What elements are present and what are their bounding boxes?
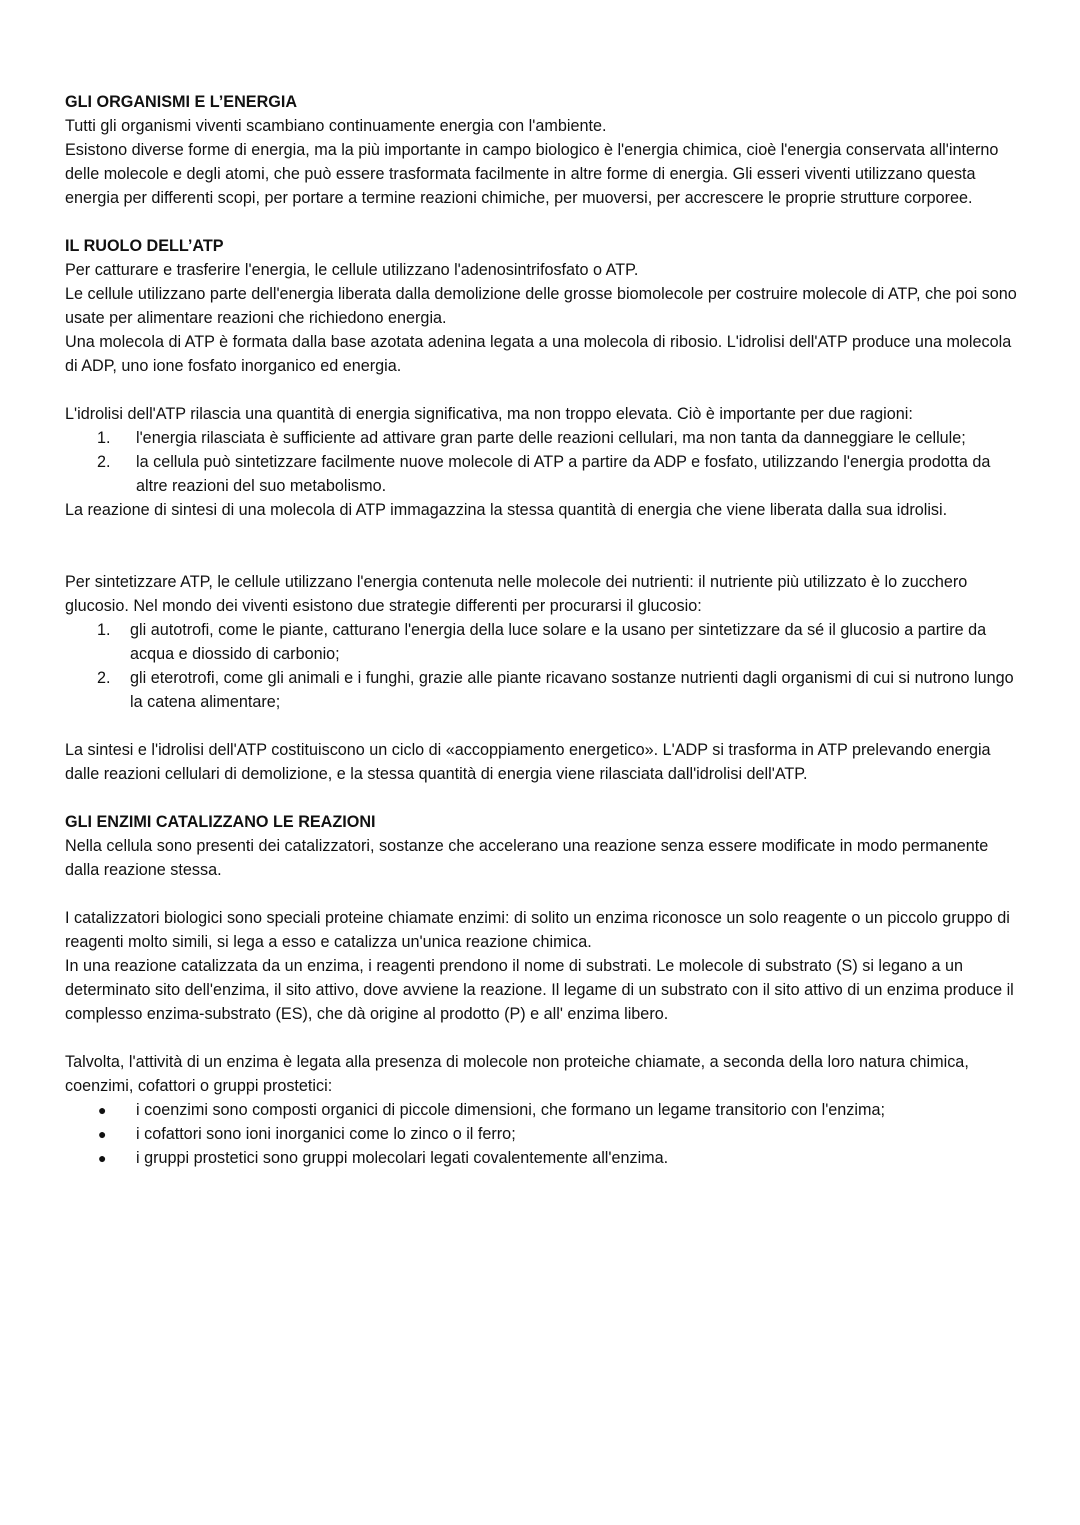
numbered-list xyxy=(65,618,1025,714)
document-page xyxy=(65,90,1025,1170)
spacer xyxy=(65,882,1025,906)
list-number: 1. xyxy=(97,621,111,639)
list-item-text: la cellula può sintetizzare facilmente nuove molecole di ATP a partire da ADP e fosfato, utilizzando l'energia prodotta da altre reazioni del suo metabolismo. xyxy=(136,453,991,495)
paragraph: I catalizzatori biologici sono speciali proteine chiamate enzimi: di solito un enzima riconosce un solo reagente o un piccolo gruppo di reagenti molto simili, si lega a esso e catalizza un'unica reazione chimica. xyxy=(65,909,1010,951)
list-number: 2. xyxy=(97,453,111,471)
numbered-list xyxy=(65,426,1025,498)
list-item xyxy=(65,450,1025,498)
list-item-text: i cofattori sono ioni inorganici come lo zinco o il ferro; xyxy=(136,1125,516,1143)
spacer xyxy=(65,1026,1025,1050)
paragraph: La sintesi e l'idrolisi dell'ATP costituiscono un ciclo di «accoppiamento energetico». L'ADP si trasforma in ATP prelevando energia dalle reazioni cellulari di demolizione, e la stessa quantità di energia viene rilasciata dall'idrolisi dell'ATP. xyxy=(65,741,991,783)
list-item xyxy=(65,426,1025,450)
paragraph: Una molecola di ATP è formata dalla base azotata adenina legata a una molecola di ribosio. L'idrolisi dell'ATP produce una molecola di ADP, uno ione fosfato inorganico ed energia. xyxy=(65,333,1012,375)
paragraph: L'idrolisi dell'ATP rilascia una quantità di energia significativa, ma non troppo elevata. Ciò è importante per due ragioni: xyxy=(65,405,913,423)
list-item-text: i gruppi prostetici sono gruppi molecolari legati covalentemente all'enzima. xyxy=(136,1149,669,1167)
list-item xyxy=(65,618,1025,666)
list-item xyxy=(65,1146,1025,1170)
list-number: 2. xyxy=(97,669,111,687)
list-item-text: gli autotrofi, come le piante, catturano l'energia della luce solare e la usano per sintetizzare da sé il glucosio a partire da acqua e diossido di carbonio; xyxy=(130,621,987,663)
paragraph: Per sintetizzare ATP, le cellule utilizzano l'energia contenuta nelle molecole dei nutrienti: il nutriente più utilizzato è lo zucchero glucosio. Nel mondo dei viventi esistono due strategie differenti per procurarsi il glucosio: xyxy=(65,573,968,615)
list-number: 1. xyxy=(97,429,111,447)
paragraph: Esistono diverse forme di energia, ma la più importante in campo biologico è l'energia chimica, cioè l'energia conservata all'interno delle molecole e degli atomi, che può essere trasformata facilmente in altre forme di energia. Gli esseri viventi utilizzano questa energia per differenti scopi, per portare a termine reazioni chimiche, per muoversi, per accrescere le proprie strutture corporee. xyxy=(65,141,999,207)
list-item-text: gli eterotrofi, come gli animali e i funghi, grazie alle piante ricavano sostanze nutrienti dagli organismi di cui si nutrono lungo la catena alimentare; xyxy=(130,669,1014,711)
paragraph: Per catturare e trasferire l'energia, le cellule utilizzano l'adenosintrifosfato o ATP. xyxy=(65,261,639,279)
spacer xyxy=(65,714,1025,738)
bullet-icon: ● xyxy=(98,1150,107,1166)
bullet-icon: ● xyxy=(98,1126,107,1142)
list-item xyxy=(65,666,1025,714)
list-item xyxy=(65,1098,1025,1122)
list-item xyxy=(65,1122,1025,1146)
paragraph: Talvolta, l'attività di un enzima è legata alla presenza di molecole non proteiche chiamate, a seconda della loro natura chimica, coenzimi, cofattori o gruppi prostetici: xyxy=(65,1053,969,1095)
section-heading: IL RUOLO DELL’ATP xyxy=(65,237,224,255)
spacer xyxy=(65,786,1025,810)
paragraph: Le cellule utilizzano parte dell'energia liberata dalla demolizione delle grosse biomolecole per costruire molecole di ATP, che poi sono usate per alimentare reazioni che richiedono energia. xyxy=(65,285,1017,327)
spacer xyxy=(65,210,1025,234)
paragraph: Nella cellula sono presenti dei catalizzatori, sostanze che accelerano una reazione senza essere modificate in modo permanente dalla reazione stessa. xyxy=(65,837,989,879)
bullet-icon: ● xyxy=(98,1102,107,1118)
section-heading: GLI ORGANISMI E L’ENERGIA xyxy=(65,93,298,111)
paragraph: Tutti gli organismi viventi scambiano continuamente energia con l'ambiente. xyxy=(65,117,607,135)
bullet-list xyxy=(65,1098,1025,1170)
spacer xyxy=(65,378,1025,402)
list-item-text: i coenzimi sono composti organici di piccole dimensioni, che formano un legame transitorio con l'enzima; xyxy=(136,1101,885,1119)
spacer xyxy=(65,522,1025,570)
section-heading: GLI ENZIMI CATALIZZANO LE REAZIONI xyxy=(65,813,376,831)
list-item-text: l'energia rilasciata è sufficiente ad attivare gran parte delle reazioni cellulari, ma non tanta da danneggiare le cellule; xyxy=(136,429,966,447)
paragraph: In una reazione catalizzata da un enzima, i reagenti prendono il nome di substrati. Le molecole di substrato (S) si legano a un determinato sito dell'enzima, il sito attivo, dove avviene la reazione. Il legame di un substrato con il sito attivo di un enzima produce il complesso enzima-substrato (ES), che dà origine al prodotto (P) e all' enzima libero. xyxy=(65,957,1014,1023)
paragraph: La reazione di sintesi di una molecola di ATP immagazzina la stessa quantità di energia che viene liberata dalla sua idrolisi. xyxy=(65,501,948,519)
